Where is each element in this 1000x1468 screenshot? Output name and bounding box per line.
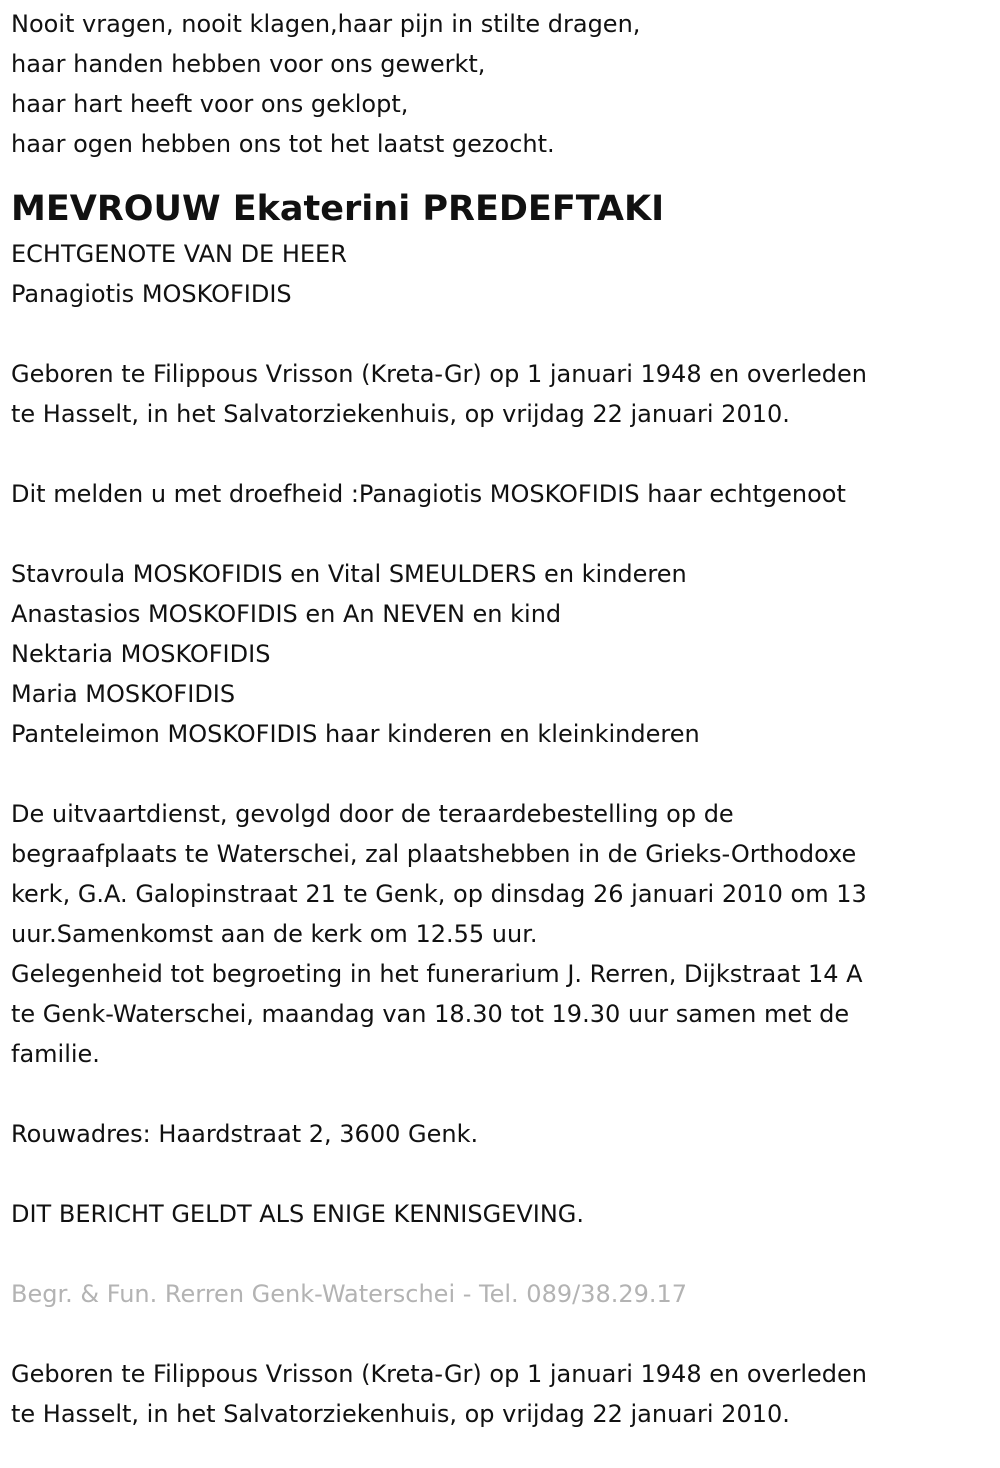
spacer — [11, 434, 991, 474]
service-line: familie. — [11, 1040, 100, 1068]
deceased-name: MEVROUW Ekaterini PREDEFTAKI — [11, 189, 665, 229]
service-line: uur.Samenkomst aan de kerk om 12.55 uur. — [11, 920, 538, 948]
spacer — [11, 1234, 991, 1274]
obituary-notice — [11, 4, 991, 1434]
birth-death-details-repeat — [11, 1354, 991, 1434]
service-line: Gelegenheid tot begroeting in het funerarium J. Rerren, Dijkstraat 14 A — [11, 960, 863, 988]
announcement: Dit melden u met droefheid :Panagiotis MOSKOFIDIS haar echtgenoot — [11, 480, 846, 508]
birth-death-line: Geboren te Filippous Vrisson (Kreta-Gr) op 1 januari 1948 en overleden — [11, 1360, 867, 1388]
family-line: Panteleimon MOSKOFIDIS haar kinderen en kleinkinderen — [11, 720, 700, 748]
family-line: Maria MOSKOFIDIS — [11, 680, 236, 708]
service-line: De uitvaartdienst, gevolgd door de teraardebestelling op de — [11, 800, 734, 828]
poem — [11, 4, 991, 164]
poem-line: haar ogen hebben ons tot het laatst gezocht. — [11, 130, 555, 158]
notice-statement: DIT BERICHT GELDT ALS ENIGE KENNISGEVING. — [11, 1200, 585, 1228]
service-line: begraafplaats te Waterschei, zal plaatshebben in de Grieks-Orthodoxe — [11, 840, 857, 868]
family-list — [11, 554, 991, 754]
service-line: te Genk-Waterschei, maandag van 18.30 tot 19.30 uur samen met de — [11, 1000, 850, 1028]
poem-line: haar hart heeft voor ons geklopt, — [11, 90, 409, 118]
birth-death-line: Geboren te Filippous Vrisson (Kreta-Gr) op 1 januari 1948 en overleden — [11, 360, 867, 388]
spacer — [11, 1314, 991, 1354]
family-line: Stavroula MOSKOFIDIS en Vital SMEULDERS en kinderen — [11, 560, 687, 588]
spacer — [11, 314, 991, 354]
birth-death-line: te Hasselt, in het Salvatorziekenhuis, op vrijdag 22 januari 2010. — [11, 400, 790, 428]
spacer — [11, 1074, 991, 1114]
family-line: Anastasios MOSKOFIDIS en An NEVEN en kind — [11, 600, 562, 628]
family-line: Nektaria MOSKOFIDIS — [11, 640, 271, 668]
poem-line: haar handen hebben voor ons gewerkt, — [11, 50, 486, 78]
deceased-relation: ECHTGENOTE VAN DE HEER — [11, 240, 347, 268]
service-details — [11, 794, 991, 1074]
birth-death-line: te Hasselt, in het Salvatorziekenhuis, op vrijdag 22 januari 2010. — [11, 1400, 790, 1428]
service-line: kerk, G.A. Galopinstraat 21 te Genk, op dinsdag 26 januari 2010 om 13 — [11, 880, 867, 908]
undertaker-info: Begr. & Fun. Rerren Genk-Waterschei - Tel. 089/38.29.17 — [11, 1280, 688, 1308]
mourning-address: Rouwadres: Haardstraat 2, 3600 Genk. — [11, 1120, 479, 1148]
spouse-name: Panagiotis MOSKOFIDIS — [11, 280, 292, 308]
birth-death-details — [11, 354, 991, 434]
spacer — [11, 514, 991, 554]
poem-line: Nooit vragen, nooit klagen,haar pijn in stilte dragen, — [11, 10, 641, 38]
spacer — [11, 754, 991, 794]
spacer — [11, 1154, 991, 1194]
